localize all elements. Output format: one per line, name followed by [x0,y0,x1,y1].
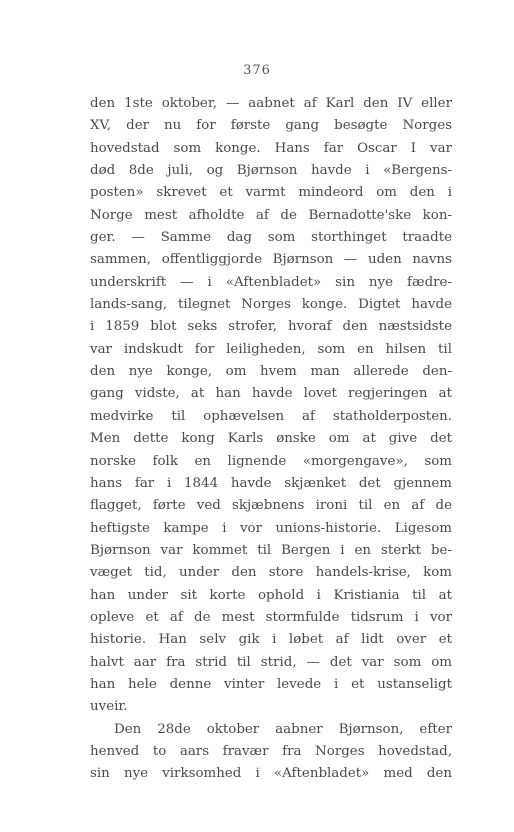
text-line: flagget, førte ved skjæbnens ironi til en af de [90,498,452,514]
text-line: norske folk en lignende «morgengave», som [90,453,452,469]
text-line: i 1859 blot seks strofer, hvoraf den næstsidste [90,319,452,335]
text-line: død 8de juli, og Bjørnson havde i «Bergens- [90,163,452,179]
text-line: han under sit korte ophold i Kristiania til at [90,587,452,603]
text-line-paragraph-end: uveir. [90,699,128,715]
text-line: væget tid, under den store handels-krise, kom [90,565,452,581]
text-line: var indskudt for leiligheden, som en hilsen til [90,341,452,357]
text-line: lands-sang, tilegnet Norges konge. Digtet havde [90,297,452,313]
text-line: sin nye virksomhed i «Aftenbladet» med den [90,766,452,782]
text-line: sammen, offentliggjorde Bjørnson — uden navns [90,252,452,268]
page-number: 376 [243,63,271,78]
text-line-paragraph-start: Den 28de oktober aabner Bjørnson, efter [114,721,452,737]
text-line: halvt aar fra strid til strid, — det var som om [90,654,452,670]
text-line: hans far i 1844 havde skjænket det gjennem [90,475,452,491]
text-line: henved to aars fravær fra Norges hovedstad, [90,743,452,759]
text-line: Men dette kong Karls ønske om at give det [90,431,452,447]
text-line: ger. — Samme dag som storthinget traadte [90,230,452,246]
text-line: underskrift — i «Aftenbladet» sin nye fædre- [90,274,452,290]
text-line: den nye konge, om hvem man allerede den- [90,364,452,380]
text-line: gang vidste, at han havde lovet regjeringen at [90,386,452,402]
text-line: den 1ste oktober, — aabnet af Karl den IV eller [90,96,452,111]
text-line: historie. Han selv gik i løbet af lidt over et [90,632,452,648]
text-line: XV, der nu for første gang besøgte Norges [90,118,452,134]
text-line: Norge mest afholdte af de Bernadotte'ske kon- [90,207,452,223]
body-text [90,93,452,786]
text-line: han hele denne vinter levede i et ustanseligt [90,676,452,692]
text-line: posten» skrevet et varmt mindeord om den i [90,185,452,201]
text-line: hovedstad som konge. Hans far Oscar I var [90,140,452,156]
text-line: Bjørnson var kommet til Bergen i en sterkt be- [90,542,452,558]
text-line: opleve et af de mest stormfulde tidsrum i vor [90,609,452,625]
text-line: heftigste kampe i vor unions-historie. Ligesom [90,520,452,536]
text-line: medvirke til ophævelsen af statholderposten. [90,408,452,424]
